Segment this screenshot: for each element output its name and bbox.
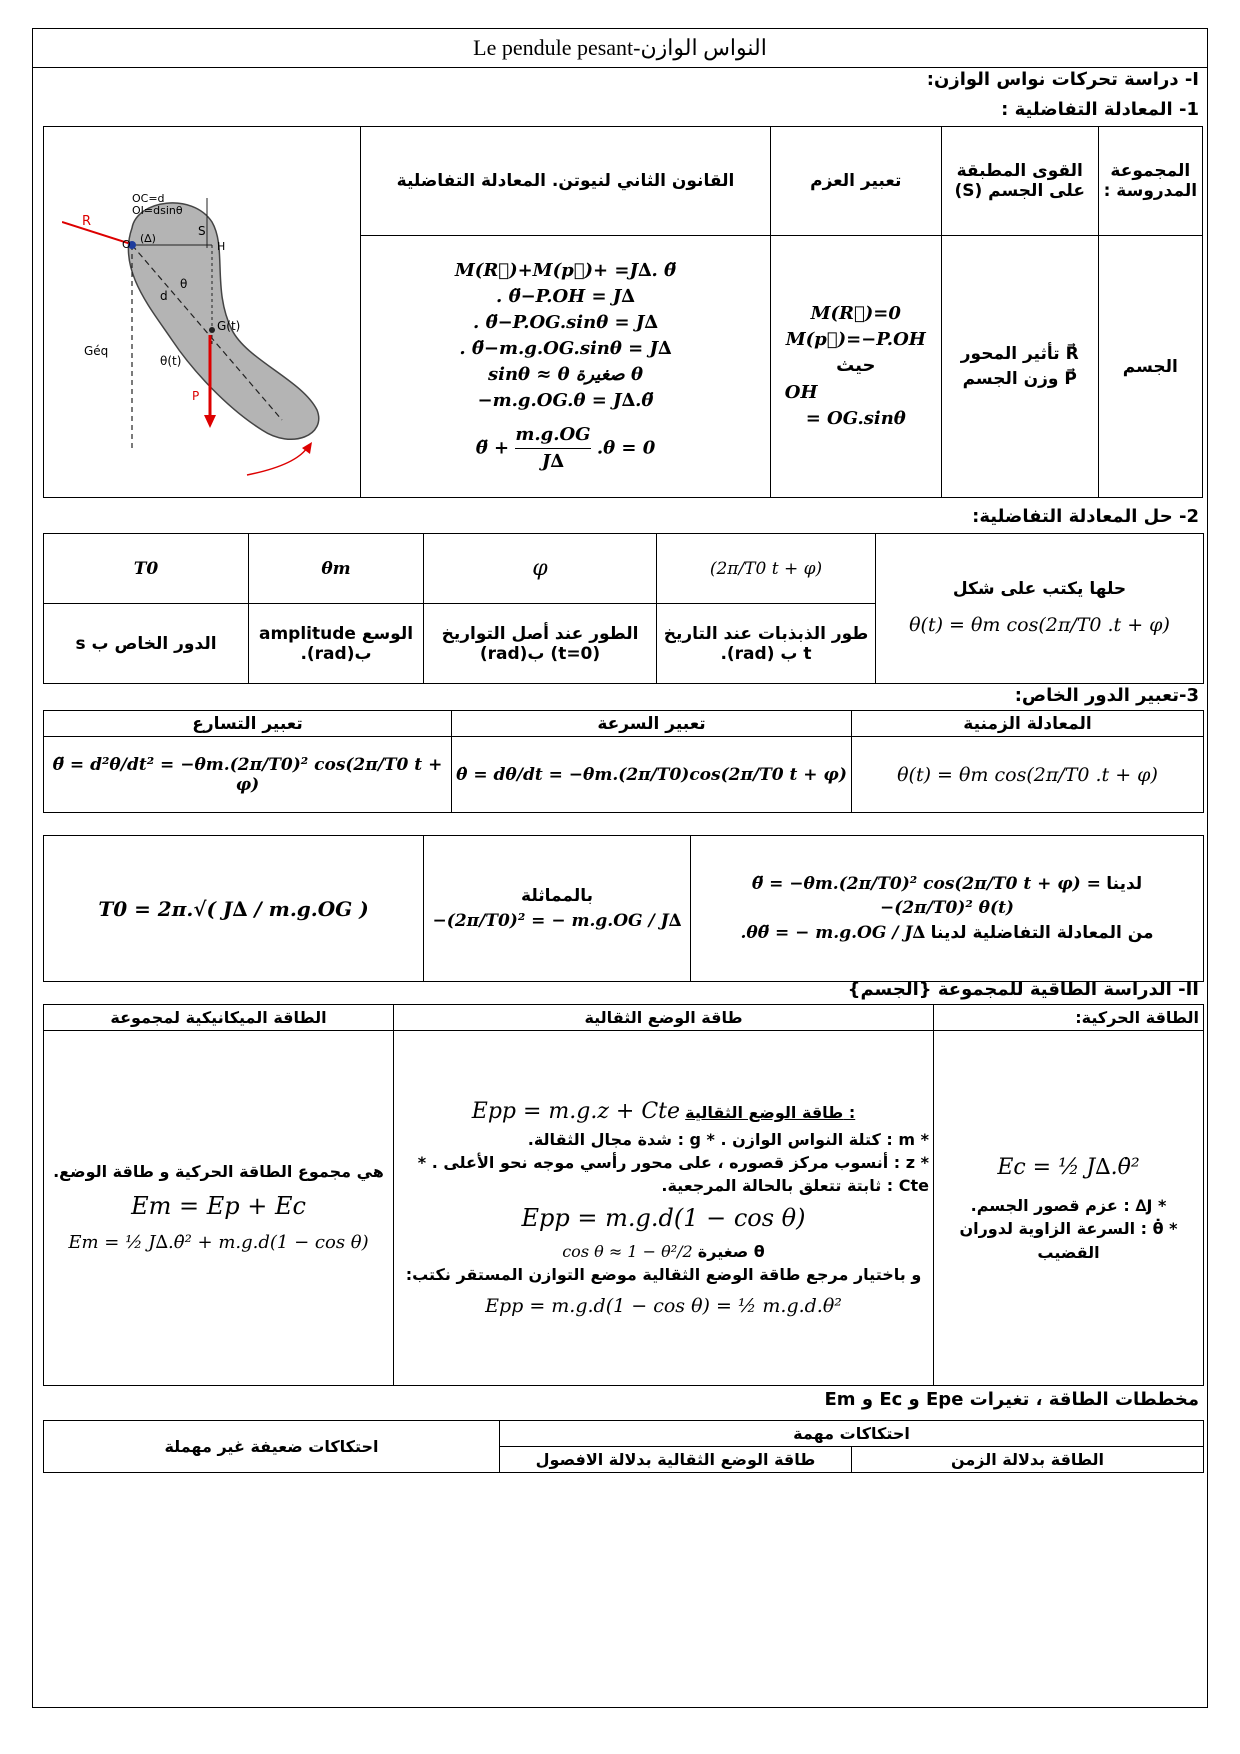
identification-label: بالمماثلة <box>521 885 593 906</box>
col-phi-symbol: φ <box>424 534 657 604</box>
law-fraction-den: J∆ <box>541 451 564 473</box>
potential-small: صغيرة θ <box>697 1242 765 1262</box>
law-line-7 <box>365 422 766 475</box>
col-t0-symbol: T0 <box>44 534 249 604</box>
figure-label-delta: (∆) <box>140 231 157 245</box>
header-kinetic: الطاقة الحركية: <box>934 1005 1204 1031</box>
law-line-6: −m.g.OG.θ = J∆.θ̈ <box>477 390 654 412</box>
law-line-4: . θ̈−m.g.OG.sinθ = J∆ <box>459 337 672 359</box>
page-title: Le pendule pesant-النواس الوازن <box>33 29 1207 68</box>
kinetic-note-1: * J∆ : عزم قصور الجسم. <box>970 1196 1167 1216</box>
torque-line-3: حيث <box>836 355 876 377</box>
force-line-2: P⃗ وزن الجسم <box>962 368 1077 389</box>
col-phase-symbol: (2π/T0 t + φ) <box>657 534 876 604</box>
derivation-label-ladayna: لدينا <box>1106 873 1143 894</box>
time-equation: θ(t) = θm cos(2π/T0 .t + φ) <box>852 737 1204 813</box>
header-system: المجموعة المدروسة : <box>1098 127 1202 236</box>
energy-vs-abscissa: طاقة الوضع الثقالية بدلالة الافصول <box>500 1447 852 1473</box>
header-eq: المعادلة الزمنية <box>852 711 1204 737</box>
potential-approx: cos θ ≈ 1 − θ²/2 <box>562 1242 693 1262</box>
figure-label-h: H <box>217 239 226 253</box>
law-line-7-left: θ̈ + <box>475 437 510 459</box>
header-speed: تعبير السرعة <box>452 711 852 737</box>
figure-label-s: S <box>198 223 206 238</box>
derivation-eq-1: θ̈ = −θm.(2π/T0)² cos(2π/T0 t + φ) = <box>751 873 1101 894</box>
col-thetam-desc: الوسع amplitude ب(rad). <box>249 604 424 684</box>
potential-cell <box>394 1031 934 1386</box>
potential-eq-3: Epp = m.g.d(1 − cos θ) = ½ m.g.d.θ² <box>485 1294 842 1317</box>
solution-cell <box>876 534 1204 684</box>
force-line-1: R⃗ تأثير المحور <box>960 343 1079 364</box>
mechanical-eq-1: Em = Ep + Ec <box>131 1192 306 1221</box>
energy-vs-time: الطاقة بدلالة الزمن <box>852 1447 1204 1473</box>
header-accel: تعبير التسارع <box>44 711 452 737</box>
figure-label-g: G(t) <box>217 318 241 333</box>
potential-note-2: * z : أنسوب مركز قصوره ، على محور رأسي موجه نحو الأعلى . * Cte : ثابتة تتعلق بالحالة المرجعية. <box>417 1152 929 1196</box>
weak-friction: احتكاكات ضعيفة غير مهملة <box>44 1421 500 1473</box>
col-thetam-symbol: θm <box>249 534 424 604</box>
torque-line-1: M(R⃗)=0 <box>810 303 901 325</box>
torque-line-2: M(p⃗)=−P.OH <box>785 329 926 351</box>
friction-table <box>43 1420 1204 1473</box>
torque-line-4: OH <box>784 381 818 403</box>
pendulum-figure <box>62 130 342 490</box>
header-law: القانون الثاني لنيوتن. المعادلة التفاضلية <box>361 127 771 236</box>
mechanical-eq-2: Em = ½ J∆.θ̇² + m.g.d(1 − cos θ) <box>68 1231 369 1253</box>
figure-label-thetat: θ(t) <box>160 353 182 368</box>
figure-label-oc: OC=d <box>132 191 165 205</box>
figure-label-geq: Géq <box>84 343 109 358</box>
identification-equation: −(2π/T0)² = − m.g.OG / J∆ <box>432 910 682 931</box>
law-fraction <box>515 422 590 475</box>
col-phase-desc: طور الذبذبات عند التاريخ t ب (rad). <box>657 604 876 684</box>
page-frame <box>32 28 1208 1708</box>
period-table <box>43 710 1204 813</box>
period-formula: T0 = 2π.√( J∆ / m.g.OG ) <box>44 836 424 982</box>
figure-label-theta: θ <box>180 276 188 291</box>
section-1-sub-heading: 1- المعادلة التفاضلية : <box>1001 99 1199 120</box>
newton-law-cell <box>361 236 771 498</box>
differential-equation-table <box>43 126 1203 498</box>
speed-expression: θ̇ = dθ/dt = −θm.(2π/T0)cos(2π/T0 t + φ) <box>452 737 852 813</box>
section-2-heading: 2- حل المعادلة التفاضلية: <box>972 506 1199 527</box>
energy-table <box>43 1004 1204 1386</box>
col-t0-desc: الدور الخاص ب s <box>44 604 249 684</box>
identification-cell <box>424 836 691 982</box>
section-1-heading: I- دراسة تحركات نواس الوازن: <box>926 69 1199 90</box>
solution-text: حلها يكتب على شكل <box>952 579 1127 600</box>
solution-equation: θ(t) = θm cos(2π/T0 .t + φ) <box>909 614 1170 637</box>
kinetic-cell <box>934 1031 1204 1386</box>
figure-label-oi: OI=dsinθ <box>132 203 183 217</box>
law-line-1: M(R⃗)+M(p⃗)+ =J∆. θ̈ <box>454 259 677 281</box>
header-torque: تعبير العزم <box>770 127 941 236</box>
forces-cell <box>941 236 1098 498</box>
pendulum-figure-cell <box>44 127 361 498</box>
law-fraction-num: m.g.OG <box>515 422 590 449</box>
derivation-line-1 <box>695 872 1199 897</box>
potential-note-1: * m : كتلة النواس الوازن . * g : شدة مجال الثقالة. <box>527 1129 929 1149</box>
potential-eq-1: Epp = m.g.z + Cte <box>471 1098 681 1124</box>
potential-title: طاقة الوضع الثقالية : <box>685 1102 856 1122</box>
figure-label-r: R <box>82 213 92 229</box>
derivation-line-2: −(2π/T0)² θ(t) <box>880 898 1014 919</box>
accel-expression: θ̈ = d²θ/dt² = −θm.(2π/T0)² cos(2π/T0 t + φ) <box>44 737 452 813</box>
mechanical-cell <box>44 1031 394 1386</box>
law-line-5: sinθ ≈ θ صغيرة θ <box>487 364 643 385</box>
figure-label-p: P <box>192 388 200 403</box>
potential-eq-2: Epp = m.g.d(1 − cos θ) <box>521 1204 806 1233</box>
torque-line-5: = OG.sinθ <box>805 407 906 429</box>
derivation-eq-3: .θθ̈ = − m.g.OG / J∆ <box>740 922 926 943</box>
derivation-label-from-diff: من المعادلة التفاضلية لدينا <box>930 922 1154 943</box>
figure-label-d: d <box>160 288 168 303</box>
figure-label-o: O <box>122 237 131 251</box>
torque-cell <box>770 236 941 498</box>
section-energy-heading: II- الدراسة الطاقية للمجموعة {الجسم} <box>847 979 1199 1000</box>
law-line-7-right: .θ = 0 <box>596 437 656 459</box>
col-phi-desc: الطور عند أصل التواريخ (t=0) ب(rad) <box>424 604 657 684</box>
header-potential: طاقة الوضع الثقالية <box>394 1005 934 1031</box>
system-cell: الجسم <box>1098 236 1202 498</box>
mechanical-text: هي مجموع الطاقة الحركية و طاقة الوضع. <box>53 1161 384 1181</box>
solution-table <box>43 533 1204 684</box>
law-line-2: . θ̈−P.OH = J∆ <box>496 285 635 307</box>
law-line-3: . θ̈−P.OG.sinθ = J∆ <box>473 311 658 333</box>
potential-choice: و باختيار مرجع طاقة الوضع الثقالية موضع التوازن المستقر نكتب: <box>405 1265 922 1285</box>
derivation-line-3 <box>695 921 1199 946</box>
kinetic-eq: Ec = ½ J∆.θ̇² <box>997 1155 1140 1181</box>
derivation-cell <box>691 836 1204 982</box>
kinetic-note-2: * θ̇ : السرعة الزاوية لدوران القضيب <box>959 1219 1178 1262</box>
important-friction: احتكاكات مهمة <box>500 1421 1204 1447</box>
section-3-heading: 3-تعبير الدور الخاص: <box>1014 685 1199 706</box>
energy-diagrams-heading: مخططات الطاقة ، تغيرات Epe و Ec و Em <box>824 1389 1199 1410</box>
period-derivation-table <box>43 835 1204 982</box>
potential-line-1 <box>398 1096 929 1128</box>
header-mechanical: الطاقة الميكانيكية لمجموعة <box>44 1005 394 1031</box>
header-forces: القوى المطبقة على الجسم (S) <box>941 127 1098 236</box>
potential-approx-line <box>398 1240 929 1263</box>
